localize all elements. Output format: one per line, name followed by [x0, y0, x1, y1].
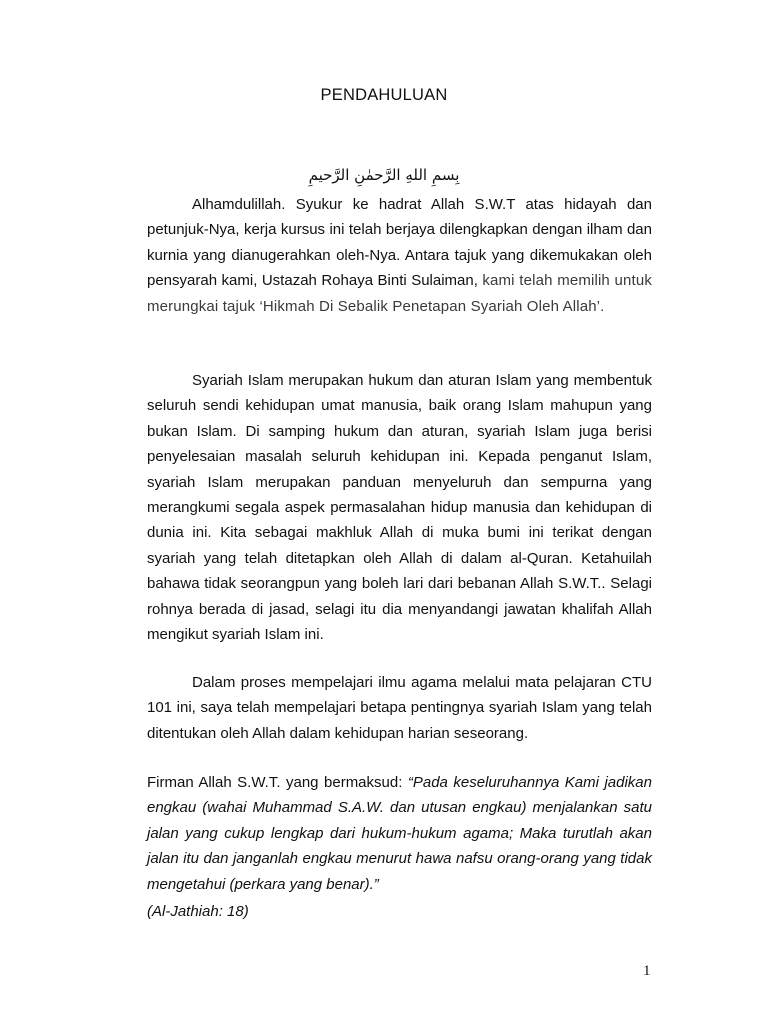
verse-reference: (Al-Jathiah: 18) — [147, 903, 249, 920]
paragraph-intro — [147, 192, 652, 319]
page-title: PENDAHULUAN — [320, 86, 448, 104]
paragraph-ctu: Dalam proses mempelajari ilmu agama melalui mata pelajaran CTU 101 ini, saya telah mempelajari betapa pentingnya syariah Islam yang telah ditentukan oleh Allah dalam kehidupan harian seseorang. — [147, 674, 652, 742]
paragraph-intro-text: Alhamdulillah. Syukur ke hadrat Allah S.W.T atas hidayah dan petunjuk-Nya, kerja kursus ini telah berjaya dilengkapkan dengan ilham dan kurnia yang dianugerahkan oleh-Nya. Antara tajuk yang dikemukakan oleh pensyarah kami, Ustazah Rohaya Binti Sulaiman, — [147, 196, 652, 290]
firman-quote: “Pada keseluruhannya Kami jadikan engkau (wahai Muhammad S.A.W. dan utusan engkau) menjalankan satu jalan yang cukup lengkap dari hukum-hukum agama; Maka turutlah akan jalan itu dan janganlah engkau menurut hawa nafsu orang-orang yang tidak mengetahui (perkara yang benar).” — [147, 774, 652, 893]
firman-lead: Firman Allah S.W.T. yang bermaksud: — [147, 774, 408, 791]
bismillah-text: بِسمِ اللهِ الرَّحمٰنِ الرَّحيمِ — [308, 166, 460, 184]
paragraph-intro-topic: kami telah memilih untuk merungkai tajuk ‘Hikmah Di Sebalik Penetapan Syariah Oleh Allah’. — [147, 272, 652, 315]
page-number: 1 — [643, 963, 651, 979]
paragraph-firman — [147, 770, 652, 897]
paragraph-syariah: Syariah Islam merupakan hukum dan aturan Islam yang membentuk seluruh sendi kehidupan umat manusia, baik orang Islam mahupun yang bukan Islam. Di samping hukum dan aturan, syariah Islam juga berisi penyelesaian masalah seluruh kehidupan ini. Kepada penganut Islam, syariah Islam merupakan panduan menyeluruh dan sempurna yang merangkumi segala aspek permasalahan hidup manusia dan kehidupan di dunia ini. Kita sebagai makhluk Allah di muka bumi ini terikat dengan syariah yang telah ditetapkan oleh Allah di dalam al-Quran. Ketahuilah bahawa tidak seorangpun yang boleh lari dari bebanan Allah S.W.T.. Selagi rohnya berada di jasad, selagi itu dia menyandangi jawatan khalifah Allah mengikut syariah Islam ini. — [147, 372, 652, 644]
